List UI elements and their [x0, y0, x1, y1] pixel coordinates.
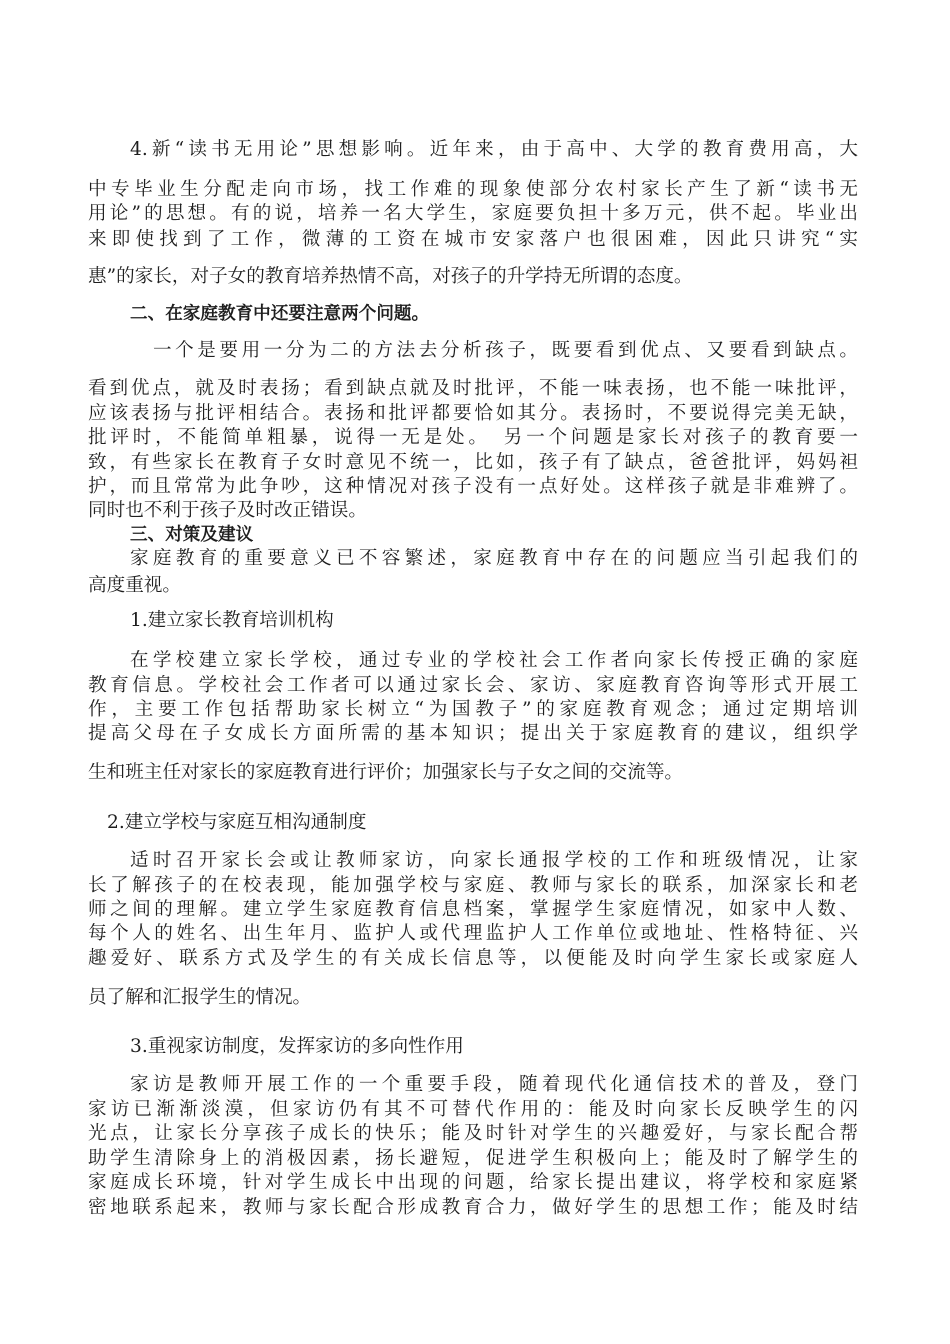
- body-line: 密地联系起来，教师与家长配合形成教育合力，做好学生的思想工作；能及时结: [88, 1197, 858, 1218]
- body-line: 在学校建立家长学校，通过专业的学校社会工作者向家长传授正确的家庭: [130, 650, 858, 671]
- section-heading: 二、在家庭教育中还要注意两个问题。: [130, 304, 430, 324]
- body-line: 提高父母在子女成长方面所需的基本知识；提出关于家庭教育的建议，组织学: [88, 723, 858, 744]
- body-line: 4.新“读书无用论”思想影响。近年来，由于高中、大学的教育费用高，大: [130, 139, 858, 160]
- body-line: 家庭教育的重要意义已不容繁述，家庭教育中存在的问题应当引起我们的: [130, 548, 858, 569]
- body-line: 致，有些家长在教育子女时意见不统一，比如，孩子有了缺点，爸爸批评，妈妈袒: [88, 452, 858, 473]
- body-line: 员了解和汇报学生的情况。: [88, 987, 312, 1008]
- subheading: 2.建立学校与家庭互相沟通制度: [107, 812, 367, 833]
- body-line: 教育信息。学校社会工作者可以通过家长会、家访、家庭教育咨询等形式开展工: [88, 675, 858, 696]
- body-line: 光点，让家长分享孩子成长的快乐；能及时针对学生的兴趣爱好，与家长配合帮: [88, 1123, 858, 1144]
- body-line: 惠”的家长，对子女的教育培养热情不高，对孩子的升学持无所谓的态度。: [88, 266, 693, 287]
- body-line: 生和班主任对家长的家庭教育进行评价；加强家长与子女之间的交流等。: [88, 762, 684, 783]
- body-line: 批评时，不能简单粗暴，说得一无是处。 另一个问题是家长对孩子的教育要一: [88, 427, 858, 448]
- body-line: 中专毕业生分配走向市场，找工作难的现象使部分农村家长产生了新“读书无: [88, 179, 858, 200]
- body-line: 家访已渐渐淡漠，但家访仍有其不可替代作用的：能及时向家长反映学生的闪: [88, 1099, 858, 1120]
- body-line: 来即使找到了工作，微薄的工资在城市安家落户也很困难，因此只讲究“实: [88, 229, 858, 250]
- subheading: 1.建立家长教育培训机构: [130, 610, 334, 631]
- body-line: 师之间的理解。建立学生家庭教育信息档案，掌握学生家庭情况，如家中人数、: [88, 899, 858, 920]
- section-heading: 三、对策及建议: [130, 525, 254, 545]
- body-line: 适时召开家长会或让教师家访，向家长通报学校的工作和班级情况，让家: [130, 850, 858, 871]
- body-line: 每个人的姓名、出生年月、监护人或代理监护人工作单位或地址、性格特征、兴: [88, 923, 858, 944]
- body-line: 用论”的思想。有的说，培养一名大学生，家庭要负担十多万元，供不起。毕业出: [88, 203, 858, 224]
- subheading: 3.重视家访制度，发挥家访的多向性作用: [130, 1036, 464, 1057]
- body-line: 趣爱好、联系方式及学生的有关成长信息等，以便能及时向学生家长或家庭人: [88, 948, 858, 969]
- body-line: 同时也不利于孩子及时改正错误。: [88, 500, 367, 521]
- body-line: 应该表扬与批评相结合。表扬和批评都要恰如其分。表扬时，不要说得完美无缺，: [88, 403, 858, 424]
- body-line: 护，而且常常为此争吵，这种情况对孩子没有一点好处。这样孩子就是非难辨了。: [88, 476, 858, 497]
- body-line: 家访是教师开展工作的一个重要手段，随着现代化通信技术的普及，登门: [130, 1074, 858, 1095]
- body-line: 一个是要用一分为二的方法去分析孩子，既要看到优点、又要看到缺点。: [153, 340, 858, 361]
- body-line: 长了解孩子的在校表现，能加强学校与家庭、教师与家长的联系，加深家长和老: [88, 875, 858, 896]
- body-line: 家庭成长环境，针对学生成长中出现的问题，给家长提出建议，将学校和家庭紧: [88, 1172, 858, 1193]
- body-line: 作，主要工作包括帮助家长树立“为国教子”的家庭教育观念；通过定期培训: [88, 699, 858, 720]
- body-line: 看到优点，就及时表扬；看到缺点就及时批评，不能一味表扬，也不能一味批评，: [88, 378, 858, 399]
- body-line: 高度重视。: [88, 575, 181, 596]
- body-line: 助学生清除身上的消极因素，扬长避短，促进学生积极向上；能及时了解学生的: [88, 1148, 858, 1169]
